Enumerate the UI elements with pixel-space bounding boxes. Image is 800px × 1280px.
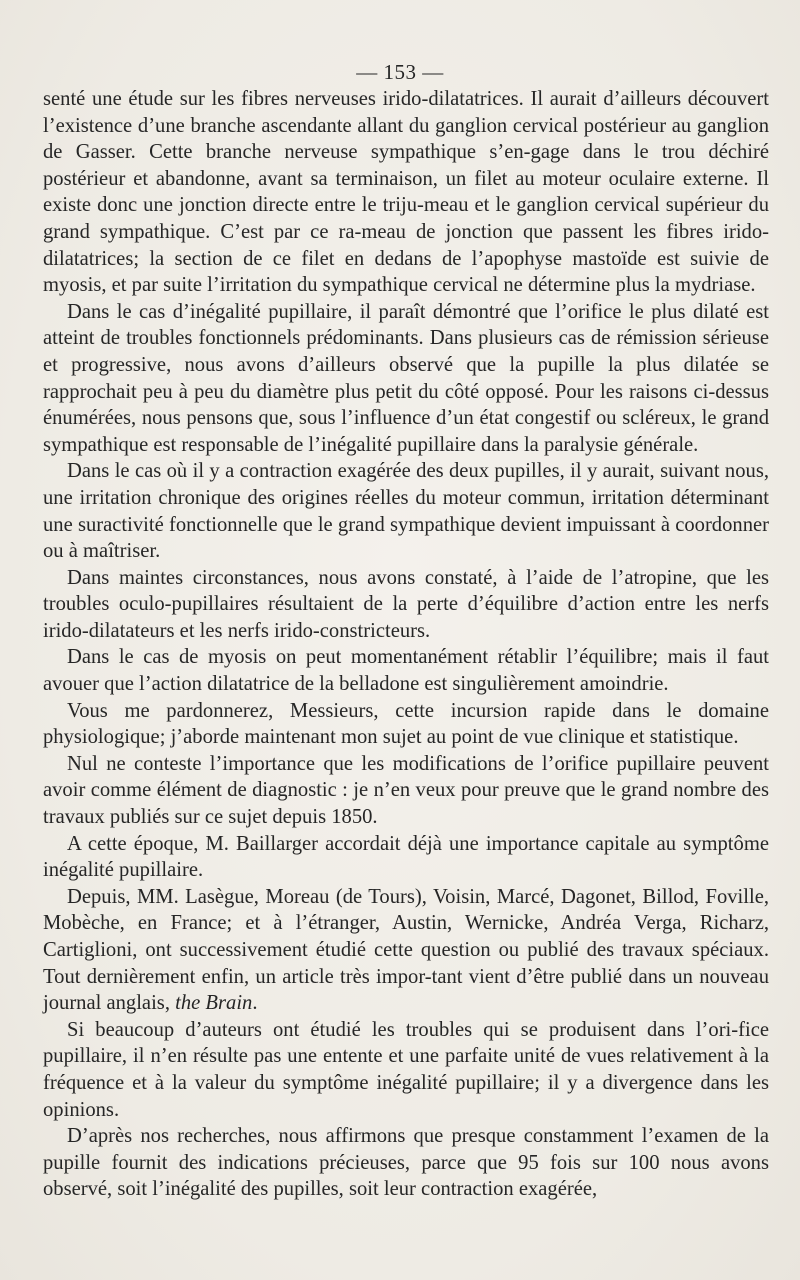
paragraph-text: .	[252, 992, 258, 1015]
paragraph: A cette époque, M. Baillarger accordait déjà une importance capitale au symptôme inégalité pupillaire.	[43, 832, 769, 882]
paragraph-continued: senté une étude sur les fibres nerveuses irido-dilatatrices. Il aurait d’ailleurs découvert l’existence d’une branche ascendante allant du ganglion cervical postérieur au ganglion de Gasser. Cette branche nerveuse sympathique s’en-gage dans le trou déchiré postérieur et abandonne, avant sa terminaison, un filet au moteur oculaire externe. Il existe donc une jonction directe entre le triju-meau et le ganglion cervical supérieur du grand sympathique. C’est par ce ra-meau de jonction que passent les fibres irido-dilatatrices; la section de ce filet en dedans de l’apophyse mastoïde est suivie de myosis, et par suite l’irritation du sympathique cervical ne détermine plus la mydriase.	[43, 88, 769, 297]
paragraph: Dans le cas où il y a contraction exagérée des deux pupilles, il y aurait, suivant nous, une irritation chronique des origines réelles du moteur commun, irritation déterminant une suractivité fonctionnelle que le grand sympathique devient impuissant à coordonner ou à maîtriser.	[43, 460, 769, 563]
body-text	[43, 86, 769, 1203]
paragraph: Dans le cas de myosis on peut momentanément rétablir l’équilibre; mais il faut avouer que l’action dilatatrice de la belladone est singulièrement amoindrie.	[43, 646, 769, 696]
paragraph: Vous me pardonnerez, Messieurs, cette incursion rapide dans le domaine physiologique; j’aborde maintenant mon sujet au point de vue clinique et statistique.	[43, 699, 769, 749]
paragraph: Dans maintes circonstances, nous avons constaté, à l’aide de l’atropine, que les troubles oculo-pupillaires résultaient de la perte d’équilibre d’action entre les nerfs irido-dilatateurs et les nerfs irido-constricteurs.	[43, 566, 769, 642]
paragraph: Nul ne conteste l’importance que les modifications de l’orifice pupillaire peuvent avoir comme élément de diagnostic : je n’en veux pour preuve que le grand nombre des travaux publiés sur ce sujet depuis 1850.	[43, 752, 769, 829]
paragraph-authors	[43, 884, 769, 1017]
paragraph-text: Depuis, MM. Lasègue, Moreau (de Tours), Voisin, Marcé, Dagonet, Billod, Foville, Mobèche, en France; et à l’étranger, Austin, Wernicke, Andréa Verga, Richarz, Cartiglioni, ont successivement étudié cette question ou publié des travaux spéciaux. Tout dernièrement enfin, un article très impor-tant vient d’être publié dans un nouveau journal anglais,	[43, 885, 769, 1015]
paragraph: Si beaucoup d’auteurs ont étudié les troubles qui se produisent dans l’ori-fice pupillaire, il n’en résulte pas une entente et une parfaite unité de vues relativement à la fréquence et à la valeur du symptôme inégalité pupillaire; il y a divergence dans les opinions.	[43, 1018, 769, 1121]
paragraph: D’après nos recherches, nous affirmons que presque constamment l’examen de la pupille fournit des indications précieuses, parce que 95 fois sur 100 nous avons observé, soit l’inégalité des pupilles, soit leur contraction exagérée,	[43, 1125, 769, 1201]
paragraph: Dans le cas d’inégalité pupillaire, il paraît démontré que l’orifice le plus dilaté est atteint de troubles fonctionnels prédominants. Dans plusieurs cas de rémission sérieuse et progressive, nous avons d’ailleurs observé que la pupille la plus dilatée se rapprochait peu à peu du diamètre plus petit du côté opposé. Pour les raisons ci-dessus énumérées, nous pensons que, sous l’influence d’un état congestif ou scléreux, le grand sympathique est responsable de l’inégalité pupillaire dans la paralysie générale.	[43, 300, 769, 456]
page-number: — 153 —	[356, 60, 444, 84]
journal-title: the Brain	[175, 992, 253, 1015]
